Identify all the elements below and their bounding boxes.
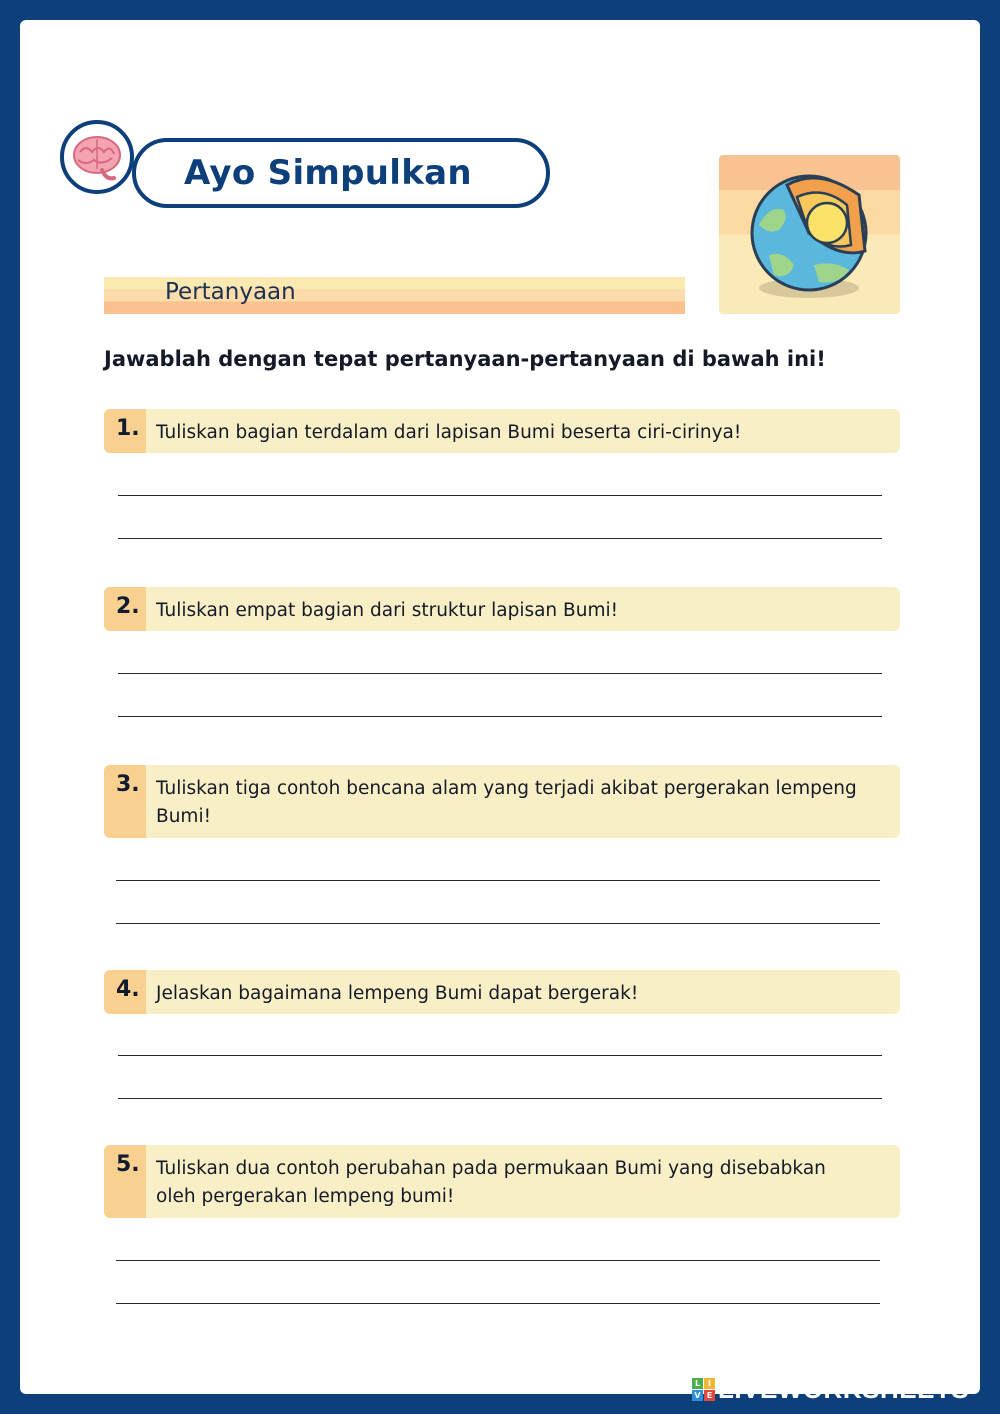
liveworksheets-logo[interactable]: [692, 1376, 992, 1406]
question-number: 4.: [116, 977, 140, 1002]
section-label: Pertanyaan: [165, 279, 296, 305]
question-number: 3.: [116, 772, 140, 797]
question-3: [104, 765, 900, 838]
logo-letter: E: [704, 1390, 715, 1401]
question-text: Tuliskan tiga contoh bencana alam yang terjadi akibat pergerakan lempeng Bumi!: [156, 778, 857, 827]
question-5: [104, 1145, 900, 1218]
logo-letter: I: [704, 1378, 715, 1389]
instruction-text: Jawablah dengan tepat pertanyaan-pertanyaan di bawah ini!: [104, 347, 826, 371]
question-2: [104, 587, 900, 631]
answer-line-3b[interactable]: [116, 923, 880, 924]
brand-name: LIVEWORKSHEETS: [718, 1374, 970, 1404]
answer-line-3a[interactable]: [116, 880, 880, 881]
question-4: [104, 970, 900, 1014]
question-text: Tuliskan bagian terdalam dari lapisan Bumi beserta ciri-cirinya!: [156, 422, 742, 443]
brain-badge: [60, 120, 134, 194]
question-text: Tuliskan empat bagian dari struktur lapisan Bumi!: [156, 600, 619, 621]
answer-line-1a[interactable]: [118, 495, 882, 496]
question-number: 1.: [116, 416, 140, 441]
section-bar: [104, 277, 685, 314]
earth-cross-section-icon: [719, 155, 900, 314]
answer-line-2b[interactable]: [118, 716, 882, 717]
brain-icon: [68, 130, 126, 186]
answer-line-1b[interactable]: [118, 538, 882, 539]
page-title: Ayo Simpulkan: [184, 153, 472, 193]
question-1: [104, 409, 900, 453]
logo-letter: L: [692, 1378, 703, 1389]
title-pill: [132, 138, 550, 208]
logo-letter: V: [692, 1390, 703, 1401]
answer-line-5b[interactable]: [116, 1303, 880, 1304]
question-text: Jelaskan bagaimana lempeng Bumi dapat bergerak!: [156, 983, 639, 1004]
earth-layers-illustration: [719, 155, 900, 314]
answer-line-4a[interactable]: [118, 1055, 882, 1056]
answer-line-5a[interactable]: [116, 1260, 880, 1261]
question-number: 5.: [116, 1152, 140, 1177]
question-number: 2.: [116, 594, 140, 619]
question-text: Tuliskan dua contoh perubahan pada permukaan Bumi yang disebabkan oleh pergerakan lempeng bumi!: [156, 1158, 826, 1207]
answer-line-4b[interactable]: [118, 1098, 882, 1099]
logo-squares-icon: [692, 1378, 716, 1402]
answer-line-2a[interactable]: [118, 673, 882, 674]
